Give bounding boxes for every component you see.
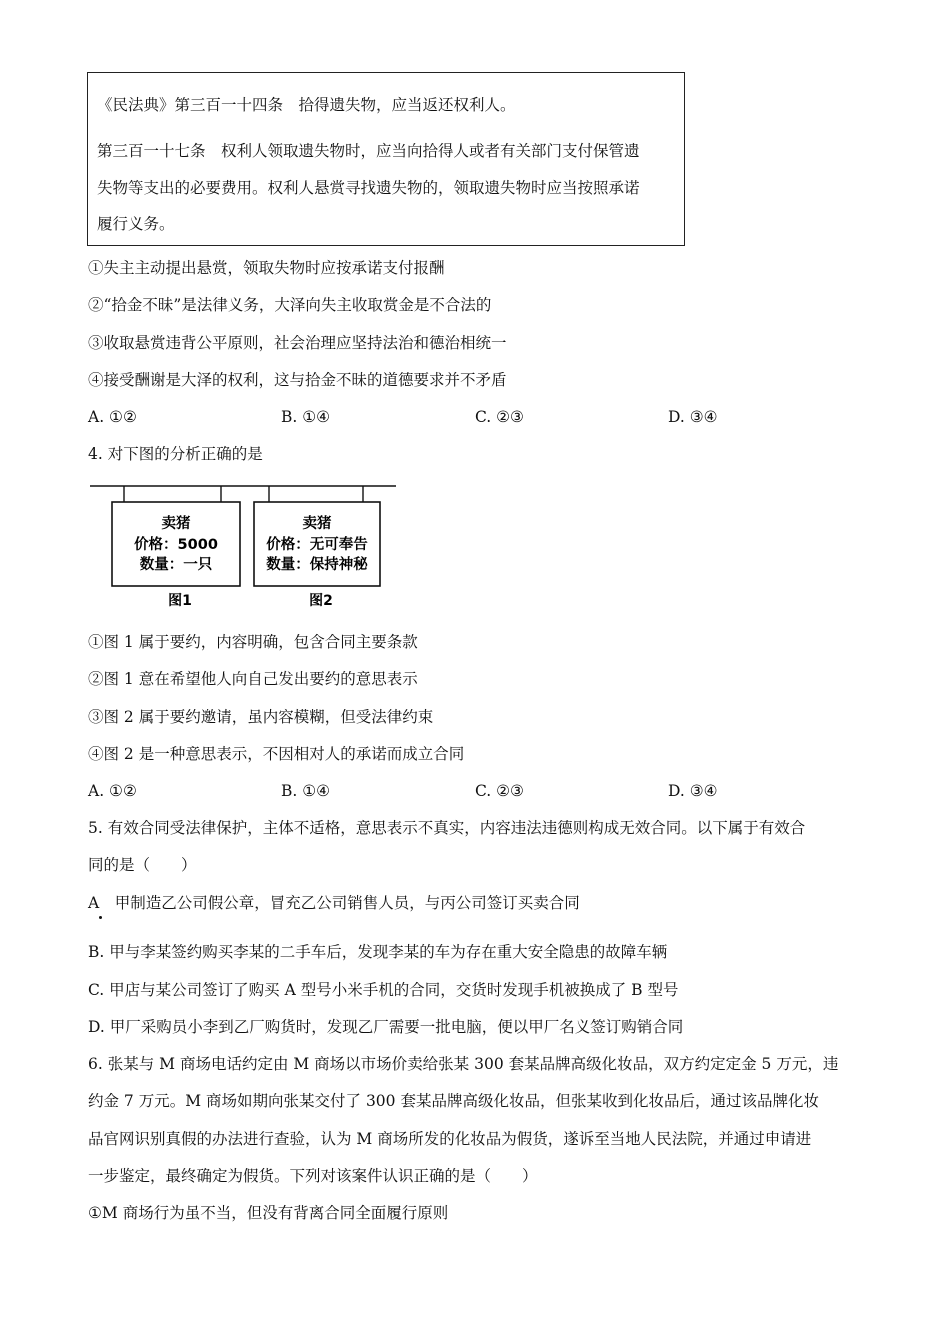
q3-statement-3: ③收取悬赏违背公平原则，社会治理应坚持法治和德治相统一 (88, 334, 507, 352)
sign1-quantity: 数量：一只 (139, 557, 213, 573)
q5-choice-d: D. 甲厂采购员小李到乙厂购货时，发现乙厂需要一批电脑，便以甲厂名义签订购销合同 (88, 1018, 684, 1036)
sign1-price: 价格：5000 (134, 537, 218, 553)
q4-option-a: A. ①② (88, 782, 137, 800)
q4-stem: 4. 对下图的分析正确的是 (88, 445, 263, 463)
hanging-signs-diagram (88, 478, 398, 613)
q3-option-d: D. ③④ (668, 408, 718, 426)
q3-option-c: C. ②③ (475, 408, 524, 426)
q3-statement-4: ④接受酬谢是大泽的权利，这与拾金不昧的道德要求并不矛盾 (88, 371, 507, 389)
sign2-quantity: 数量：保持神秘 (266, 557, 368, 573)
q4-figure (88, 478, 398, 613)
q3-statement-1: ①失主主动提出悬赏，领取失物时应按承诺支付报酬 (88, 259, 445, 277)
figure2-caption: 图2 (309, 593, 333, 609)
q4-statement-3: ③图 2 属于要约邀请，虽内容模糊，但受法律约束 (88, 708, 434, 726)
choice-a-dot (99, 916, 102, 919)
q5-stem-line-1: 5. 有效合同受法律保护，主体不适格，意思表示不真实，内容违法违德则构成无效合同。以下属于有效合 (88, 819, 806, 837)
q4-statement-2: ②图 1 意在希望他人向自己发出要约的意思表示 (88, 670, 418, 688)
sign2-price: 价格：无可奉告 (266, 537, 368, 553)
sign2-title: 卖猪 (302, 516, 332, 532)
q5-stem-line-2: 同的是（ ） (88, 856, 197, 874)
q5-choice-a: A 甲制造乙公司假公章，冒充乙公司销售人员，与丙公司签订买卖合同 (88, 894, 580, 912)
q4-option-d: D. ③④ (668, 782, 718, 800)
law-line-3: 失物等支出的必要费用。权利人悬赏寻找遗失物的，领取遗失物时应当按照承诺 (97, 179, 640, 197)
q6-stem-line-4: 一步鉴定，最终确定为假货。下列对该案件认识正确的是（ ） (88, 1167, 538, 1185)
sign1-title: 卖猪 (161, 516, 191, 532)
q3-option-b: B. ①④ (281, 408, 331, 426)
q5-choice-c: C. 甲店与某公司签订了购买 A 型号小米手机的合同，交货时发现手机被换成了 B 型号 (88, 981, 679, 999)
q5-choice-b: B. 甲与李某签约购买李某的二手车后，发现李某的车为存在重大安全隐患的故障车辆 (88, 943, 668, 961)
q4-option-c: C. ②③ (475, 782, 524, 800)
q3-statement-2: ②“拾金不昧”是法律义务，大泽向失主收取赏金是不合法的 (88, 296, 492, 314)
q4-statement-4: ④图 2 是一种意思表示，不因相对人的承诺而成立合同 (88, 745, 465, 763)
q6-stem-line-3: 品官网识别真假的办法进行查验，认为 M 商场所发的化妆品为假货，遂诉至当地人民法院，并通过申请进 (88, 1130, 812, 1148)
q4-statement-1: ①图 1 属于要约，内容明确，包含合同主要条款 (88, 633, 418, 651)
q3-option-a: A. ①② (88, 408, 137, 426)
figure1-caption: 图1 (168, 593, 192, 609)
q6-statement-1: ①M 商场行为虽不当，但没有背离合同全面履行原则 (88, 1204, 449, 1222)
q4-option-b: B. ①④ (281, 782, 331, 800)
q6-stem-line-1: 6. 张某与 M 商场电话约定由 M 商场以市场价卖给张某 300 套某品牌高级化妆品，双方约定定金 5 万元，违 (88, 1055, 839, 1073)
q6-stem-line-2: 约金 7 万元。M 商场如期向张某交付了 300 套某品牌高级化妆品，但张某收到化妆品后，通过该品牌化妆 (88, 1092, 819, 1110)
law-line-1: 《民法典》第三百一十四条 拾得遗失物，应当返还权利人。 (97, 96, 516, 114)
law-excerpt-box (87, 72, 685, 246)
law-line-2: 第三百一十七条 权利人领取遗失物时，应当向拾得人或者有关部门支付保管遗 (97, 142, 640, 160)
law-line-4: 履行义务。 (97, 215, 175, 233)
